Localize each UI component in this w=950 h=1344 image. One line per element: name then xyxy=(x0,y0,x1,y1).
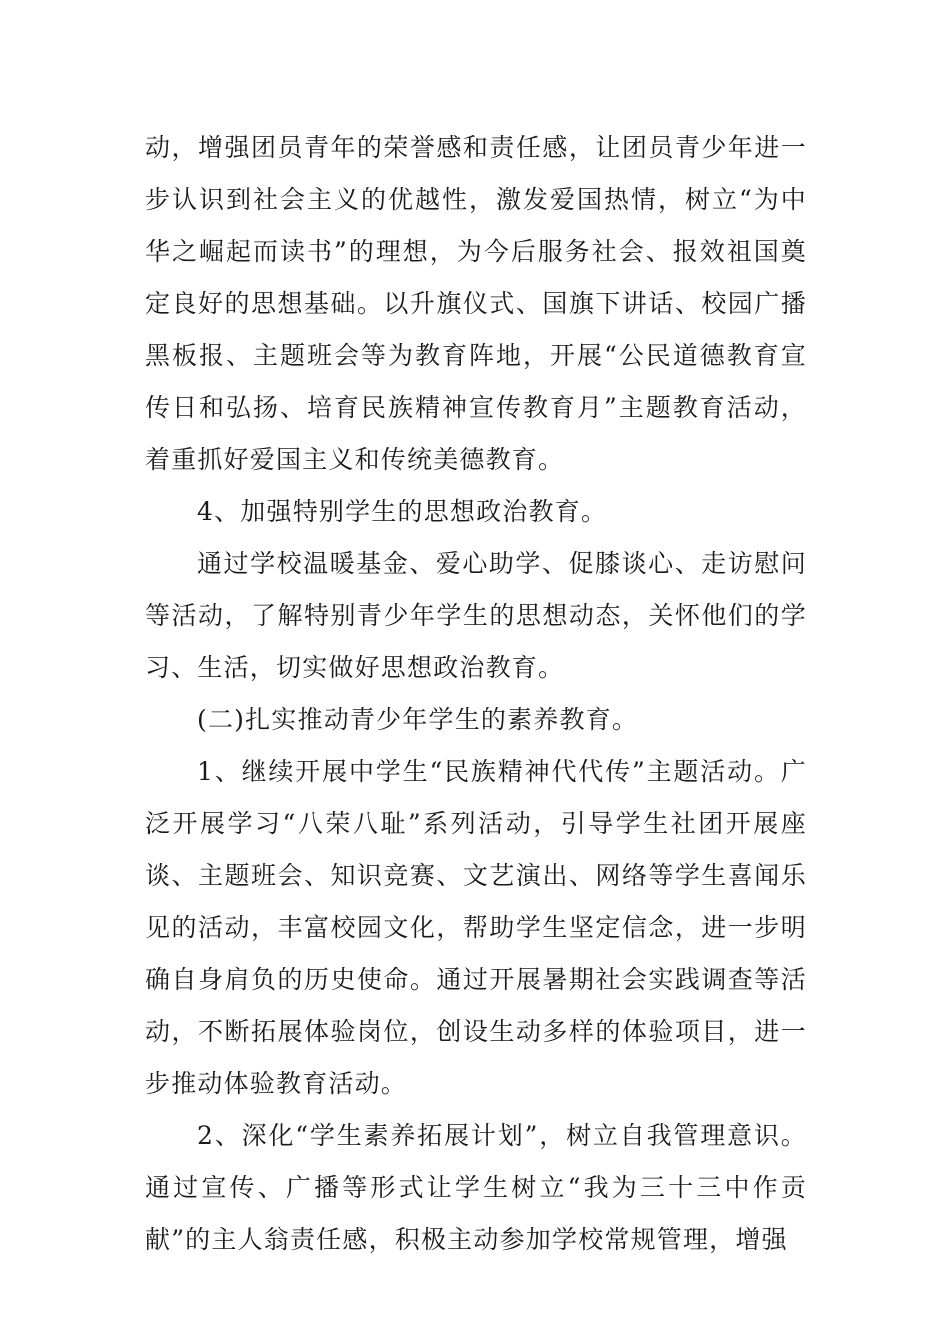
document-body xyxy=(145,122,807,1266)
paragraph-heading-4: 4、加强特别学生的思想政治教育。 xyxy=(197,497,608,526)
section-heading-2: (二)扎实推动青少年学生的素养教育。 xyxy=(197,705,639,734)
paragraph-item-1: 1、继续开展中学生“民族精神代代传”主题活动。广泛开展学习“八荣八耻”系列活动，引导学生社团开展座谈、主题班会、知识竞赛、文艺演出、网络等学生喜闻乐见的活动，丰富校园文化，帮助学生坚定信念，进一步明确自身肩负的历史使命。通过开展暑期社会实践调查等活动，不断拓展体验岗位，创设生动多样的体验项目，进一步推动体验教育活动。 xyxy=(145,757,807,1098)
paragraph-item-2: 2、深化“学生素养拓展计划”，树立自我管理意识。通过宣传、广播等形式让学生树立“我为三十三中作贡献”的主人翁责任感，积极主动参加学校常规管理，增强 xyxy=(145,1121,807,1254)
paragraph-continuation: 动，增强团员青年的荣誉感和责任感，让团员青少年进一步认识到社会主义的优越性，激发爱国热情，树立“为中华之崛起而读书”的理想，为今后服务社会、报效祖国奠定良好的思想基础。以升旗仪式、国旗下讲话、校园广播黑板报、主题班会等为教育阵地，开展“公民道德教育宣传日和弘扬、培育民族精神宣传教育月”主题教育活动，着重抓好爱国主义和传统美德教育。 xyxy=(145,133,807,474)
paragraph-special-students: 通过学校温暖基金、爱心助学、促膝谈心、走访慰问等活动，了解特别青少年学生的思想动态，关怀他们的学习、生活，切实做好思想政治教育。 xyxy=(145,549,807,682)
